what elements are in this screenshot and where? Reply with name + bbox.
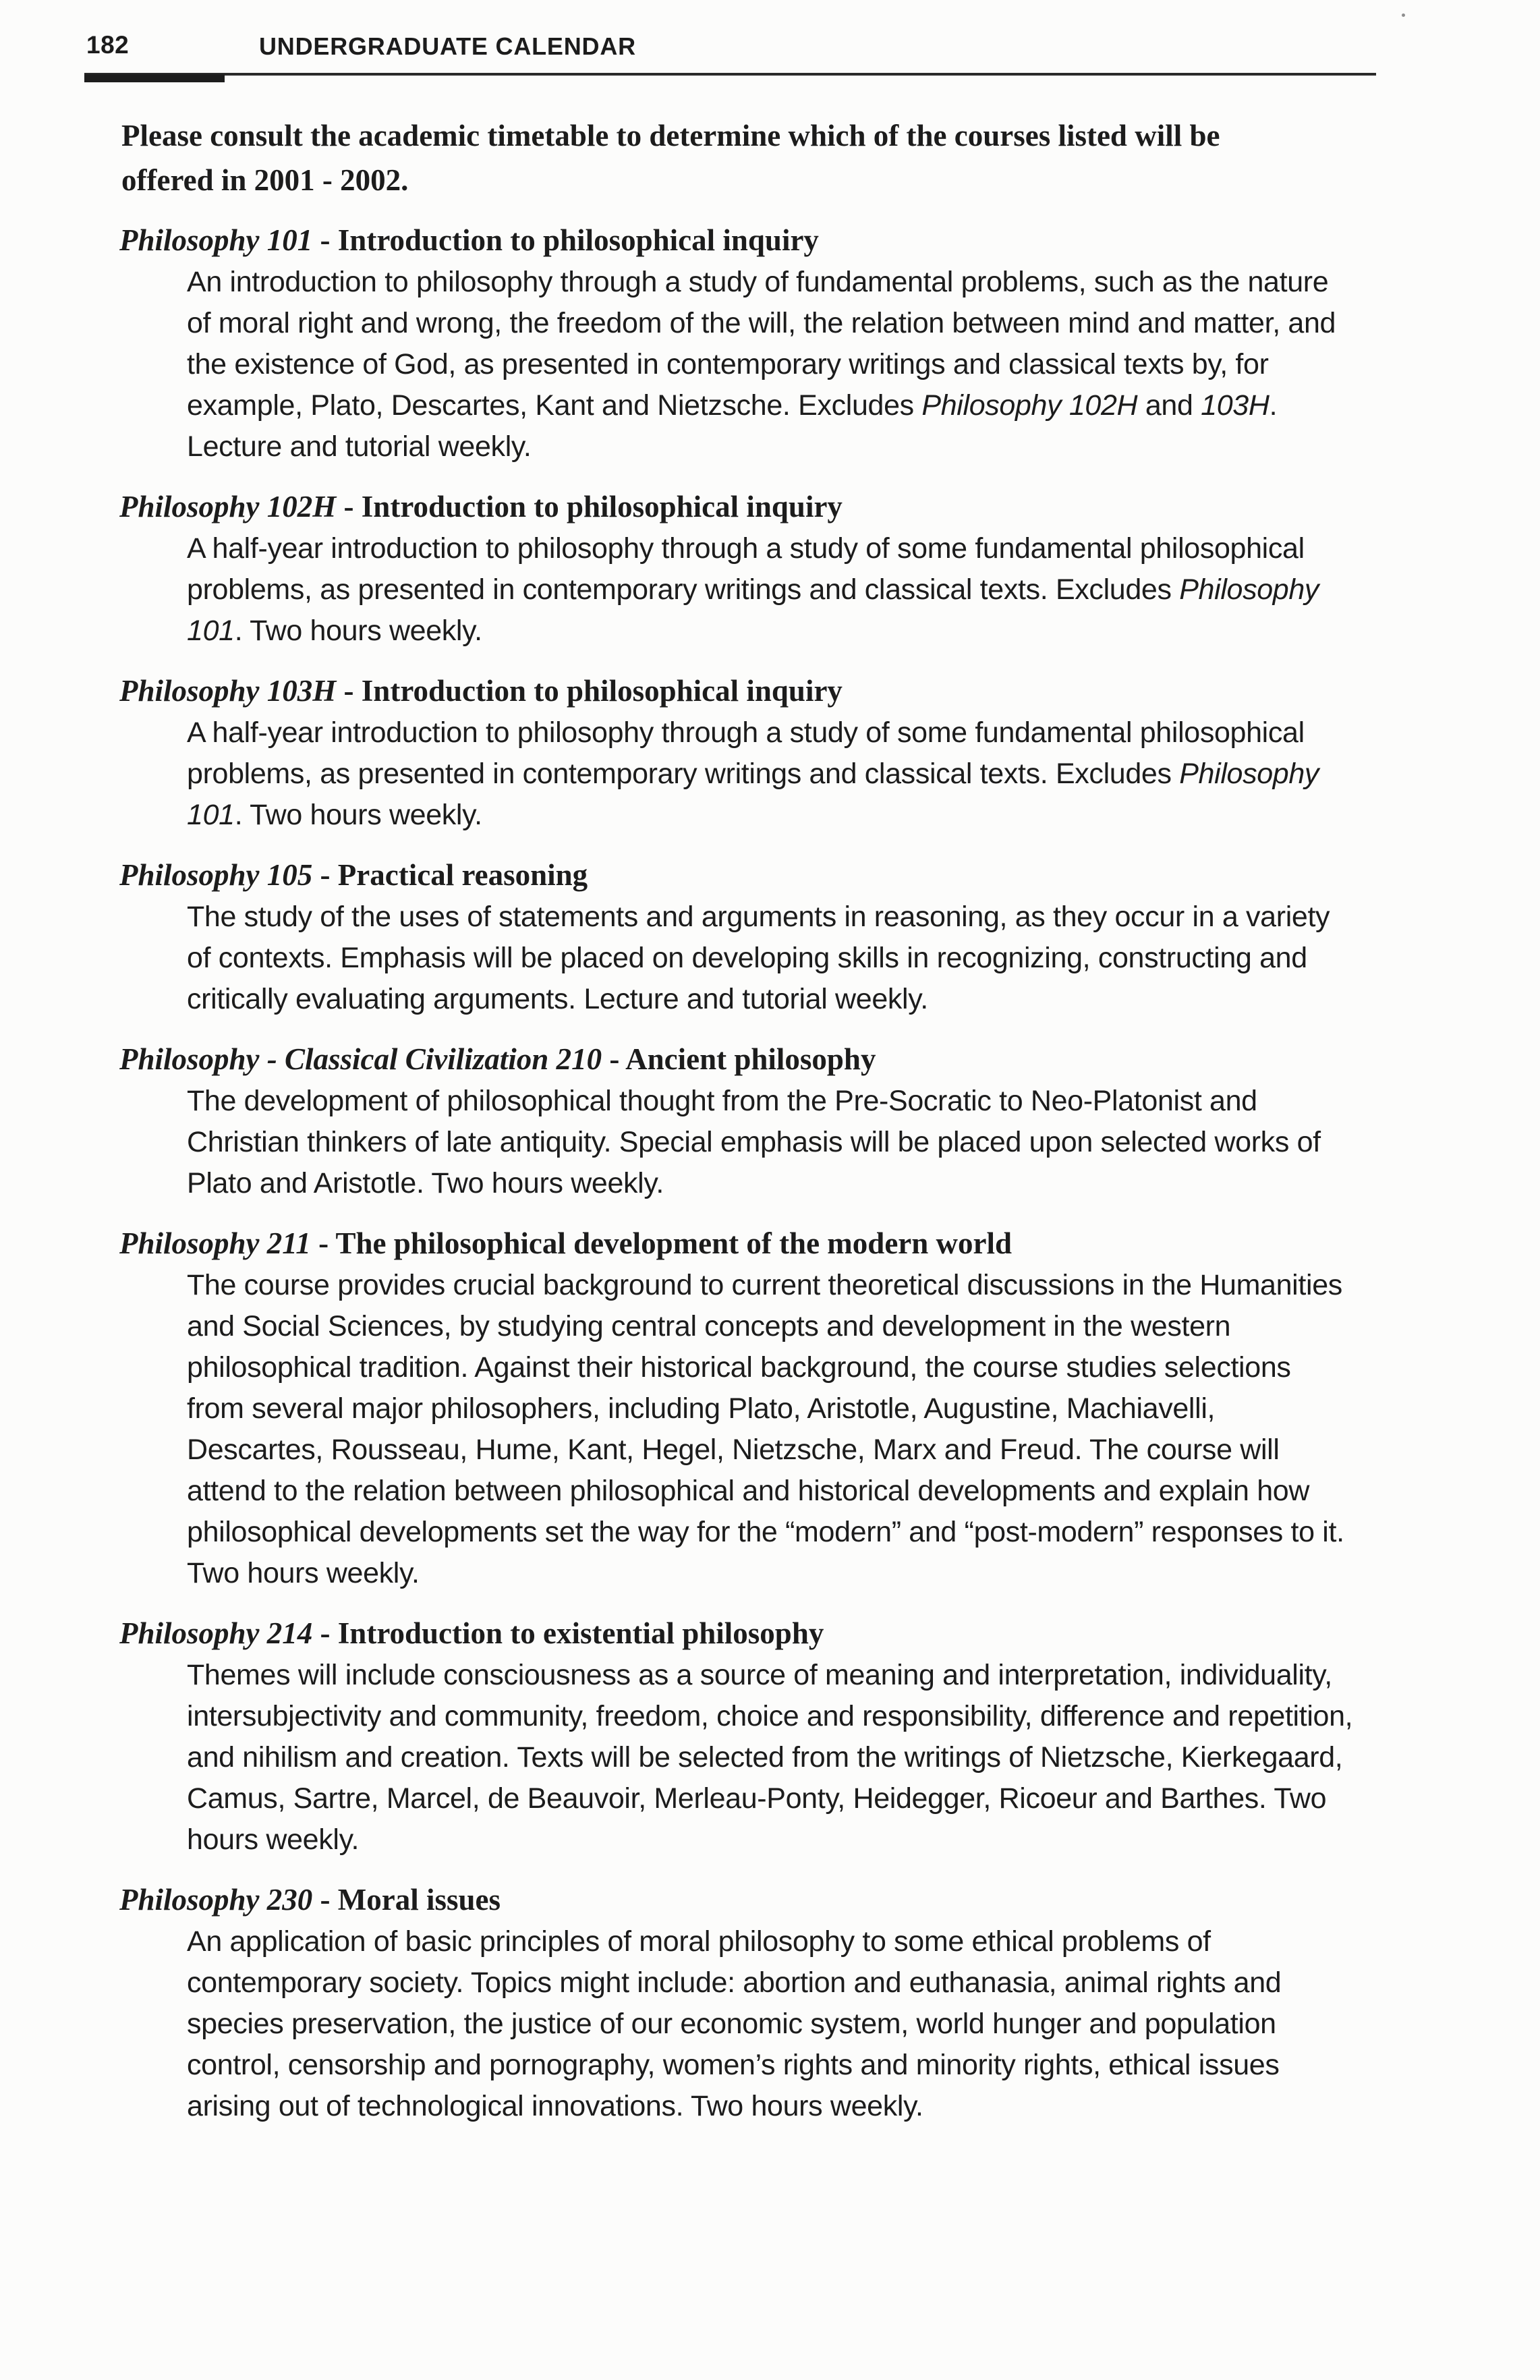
course-heading: Philosophy 101 - Introduction to philosophical inquiry (119, 223, 819, 257)
course-description: An application of basic principles of moral philosophy to some ethical problems of contemporary society. Topics might include: abortion and euthanasia, animal rights and species preservation, the justice of our economic system, world hunger and population control, censorship and pornography, women’s rights and minority rights, ethical issues arising out of technological innovations. Two hours weekly. (187, 1925, 1282, 2122)
header-rule (84, 73, 1376, 76)
course-code: Philosophy - Classical Civilization 210 (119, 1042, 602, 1076)
course-heading: Philosophy 105 - Practical reasoning (119, 858, 588, 892)
course-code: Philosophy 103H (119, 674, 337, 708)
course-code: Philosophy 102H (119, 490, 337, 523)
running-title: UNDERGRADUATE CALENDAR (259, 32, 636, 60)
course-entry (119, 855, 1367, 1020)
course-title: The philosophical development of the modern world (335, 1226, 1013, 1260)
course-entry (119, 220, 1367, 468)
course-code: Philosophy 101 (119, 223, 313, 257)
course-description: The study of the uses of statements and arguments in reasoning, as they occur in a variety of contexts. Emphasis will be placed on developing skills in recognizing, constructing and critically evaluating arguments. Lecture and tutorial weekly. (187, 901, 1330, 1015)
course-description: A half-year introduction to philosophy through a study of some fundamental philosophical problems, as presented in contemporary writings and classical texts. Excludes Philosophy 101. Two hours weekly. (187, 716, 1319, 831)
course-code: Philosophy 105 (119, 858, 313, 892)
course-entry (119, 1039, 1367, 1204)
course-code: Philosophy 230 (119, 1883, 313, 1917)
course-heading: Philosophy 103H - Introduction to philosophical inquiry (119, 674, 843, 708)
course-heading: Philosophy - Classical Civilization 210 - Ancient philosophy (119, 1042, 876, 1076)
intro-note: Please consult the academic timetable to determine which of the courses listed will be offered in 2001 - 2002. (121, 119, 1220, 197)
course-title: Practical reasoning (337, 858, 588, 892)
course-heading: Philosophy 211 - The philosophical development of the modern world (119, 1226, 1013, 1260)
course-description: Themes will include consciousness as a source of meaning and interpretation, individuality, intersubjectivity and community, freedom, choice and responsibility, difference and repetition, and nihilism and creation. Texts will be selected from the writings of Nietzsche, Kierkegaard, Camus, Sartre, Marcel, de Beauvoir, Merleau-Ponty, Heidegger, Ricoeur and Barthes. Two hours weekly. (187, 1659, 1353, 1856)
page-header (84, 24, 1376, 82)
course-heading: Philosophy 230 - Moral issues (119, 1883, 501, 1917)
course-entry (119, 1223, 1367, 1594)
course-title: Introduction to philosophical inquiry (337, 223, 819, 257)
course-entry (119, 1613, 1367, 1861)
course-title: Introduction to existential philosophy (337, 1616, 824, 1650)
course-code: Philosophy 214 (119, 1616, 313, 1650)
course-title: Introduction to philosophical inquiry (361, 674, 843, 708)
course-entry (119, 1879, 1367, 2127)
course-entry (119, 671, 1367, 836)
course-description: The course provides crucial background to current theoretical discussions in the Humanities and Social Sciences, by studying central concepts and development in the western philosophical tradition. Against their historical background, the course studies selections from several major philosophers, including Plato, Aristotle, Augustine, Machiavelli, Descartes, Rousseau, Hume, Kant, Hegel, Nietzsche, Marx and Freud. The course will attend to the relation between philosophical and historical developments and explain how philosophical developments set the way for the “modern” and “post-modern” responses to it. Two hours weekly. (187, 1269, 1344, 1589)
course-heading: Philosophy 214 - Introduction to existential philosophy (119, 1616, 824, 1650)
course-title: Introduction to philosophical inquiry (361, 490, 843, 523)
page-number: 182 (86, 31, 130, 59)
course-list (119, 220, 1367, 2146)
header-rule-accent (84, 74, 225, 82)
course-title: Moral issues (337, 1883, 501, 1917)
course-title: Ancient philosophy (625, 1042, 876, 1076)
course-description: The development of philosophical thought from the Pre-Socratic to Neo-Platonist and Christian thinkers of late antiquity. Special emphasis will be placed upon selected works of Plato and Aristotle. Two hours weekly. (187, 1085, 1321, 1199)
scan-speck (1402, 13, 1405, 17)
course-heading: Philosophy 102H - Introduction to philosophical inquiry (119, 490, 843, 523)
course-entry (119, 486, 1367, 652)
course-description: An introduction to philosophy through a study of fundamental problems, such as the nature of moral right and wrong, the freedom of the will, the relation between mind and matter, and the existence of God, as presented in contemporary writings and classical texts by, for example, Plato, Descartes, Kant and Nietzsche. Excludes Philosophy 102H and 103H. Lecture and tutorial weekly. (187, 266, 1336, 463)
course-description: A half-year introduction to philosophy through a study of some fundamental philosophical problems, as presented in contemporary writings and classical texts. Excludes Philosophy 101. Two hours weekly. (187, 532, 1319, 647)
course-code: Philosophy 211 (119, 1226, 311, 1260)
